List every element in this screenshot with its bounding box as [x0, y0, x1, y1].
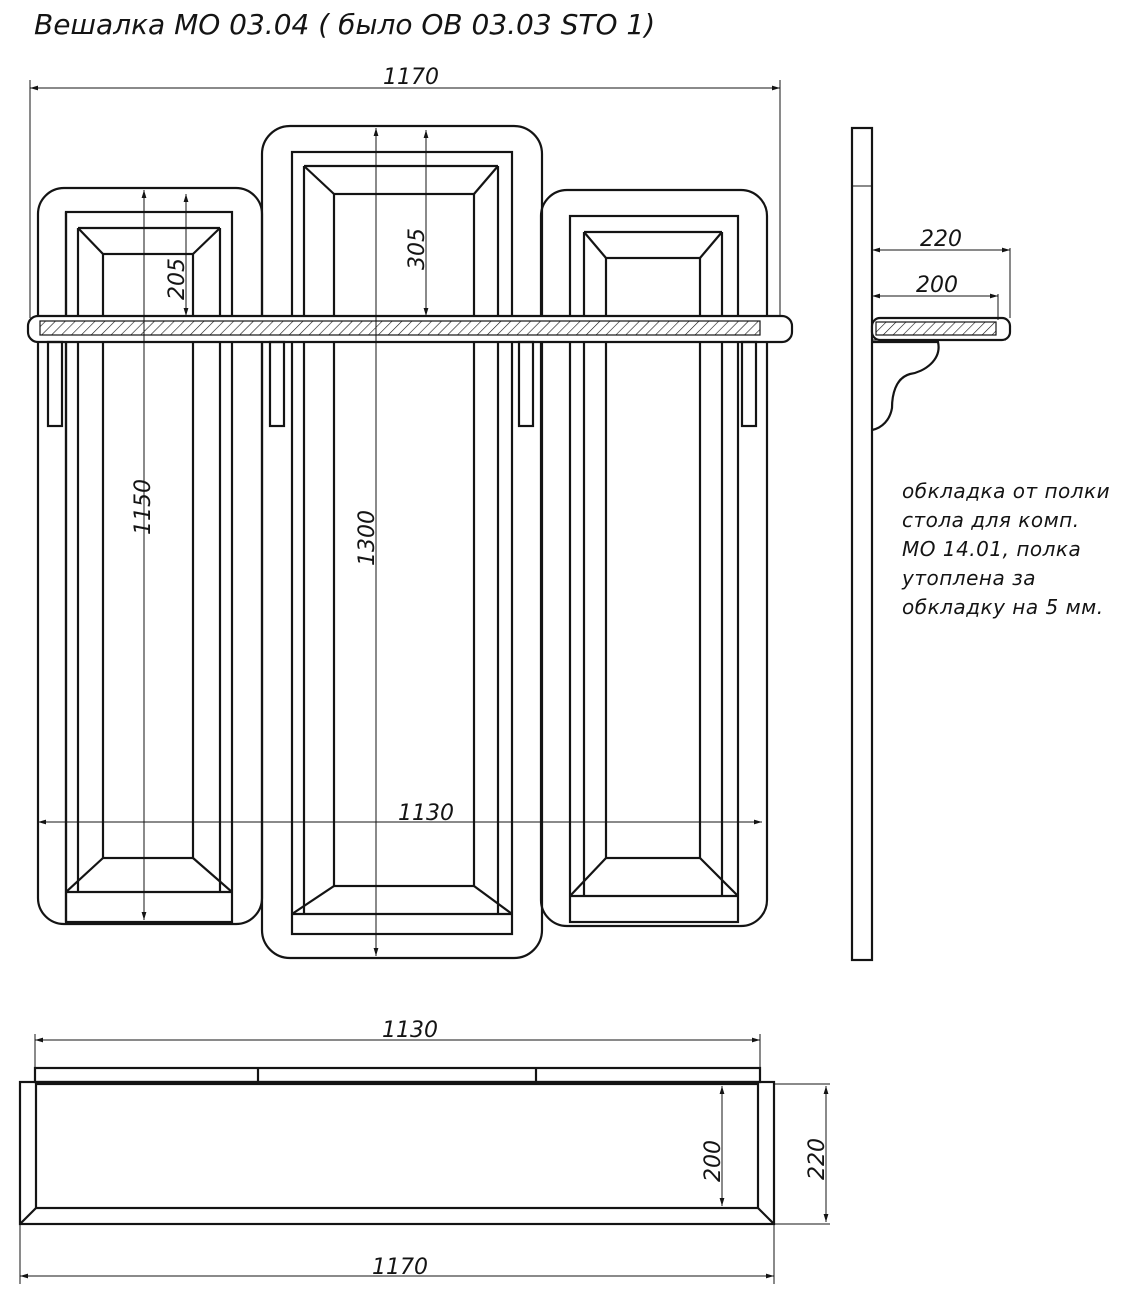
dim-total-width-label: 1170: [383, 65, 439, 90]
front-view: [28, 65, 792, 958]
dim-side-height: [131, 190, 156, 920]
center-panel: [262, 126, 542, 958]
right-panel: [541, 190, 767, 926]
note-line-5: обкладку на 5 мм.: [902, 595, 1104, 619]
dim-top-inner-depth-label: 200: [701, 1140, 726, 1182]
dim-total-width: [30, 65, 780, 318]
dim-center-top: [405, 130, 430, 316]
dim-top-total-depth: [774, 1084, 830, 1224]
side-view: [852, 128, 1110, 960]
left-panel: [38, 188, 262, 924]
dim-shelf-inner-label: 200: [916, 273, 958, 298]
dim-side-top-label: 205: [165, 258, 190, 300]
dim-top-total-depth-label: 220: [805, 1138, 830, 1180]
dim-center-top-label: 305: [405, 228, 430, 270]
dim-top-total-width-label: 1170: [372, 1255, 428, 1280]
front-shelf: [28, 316, 792, 426]
dim-top-inner-width: [35, 1018, 760, 1074]
dim-center-height-label: 1300: [355, 510, 380, 566]
dim-inner-width-label: 1130: [398, 801, 454, 826]
note-line-2: стола для комп.: [902, 508, 1080, 532]
dim-top-inner-width-label: 1130: [382, 1018, 438, 1043]
side-note: [901, 479, 1110, 619]
dim-side-height-label: 1150: [131, 479, 156, 535]
dim-inner-width: [38, 801, 762, 826]
note-line-1: обкладка от полки: [902, 479, 1111, 503]
drawing-title: Вешалка МО 03.04 ( было ОВ 03.03 STO 1): [34, 8, 656, 41]
dim-shelf-outer-label: 220: [920, 227, 962, 252]
dim-top-total-width: [20, 1224, 774, 1284]
note-line-3: МО 14.01, полка: [902, 537, 1082, 561]
dim-shelf-inner: [872, 273, 998, 320]
dim-top-inner-depth: [701, 1086, 726, 1206]
note-line-4: утоплена за: [902, 566, 1036, 590]
top-view: [20, 1018, 830, 1284]
dim-center-height: [355, 128, 380, 956]
